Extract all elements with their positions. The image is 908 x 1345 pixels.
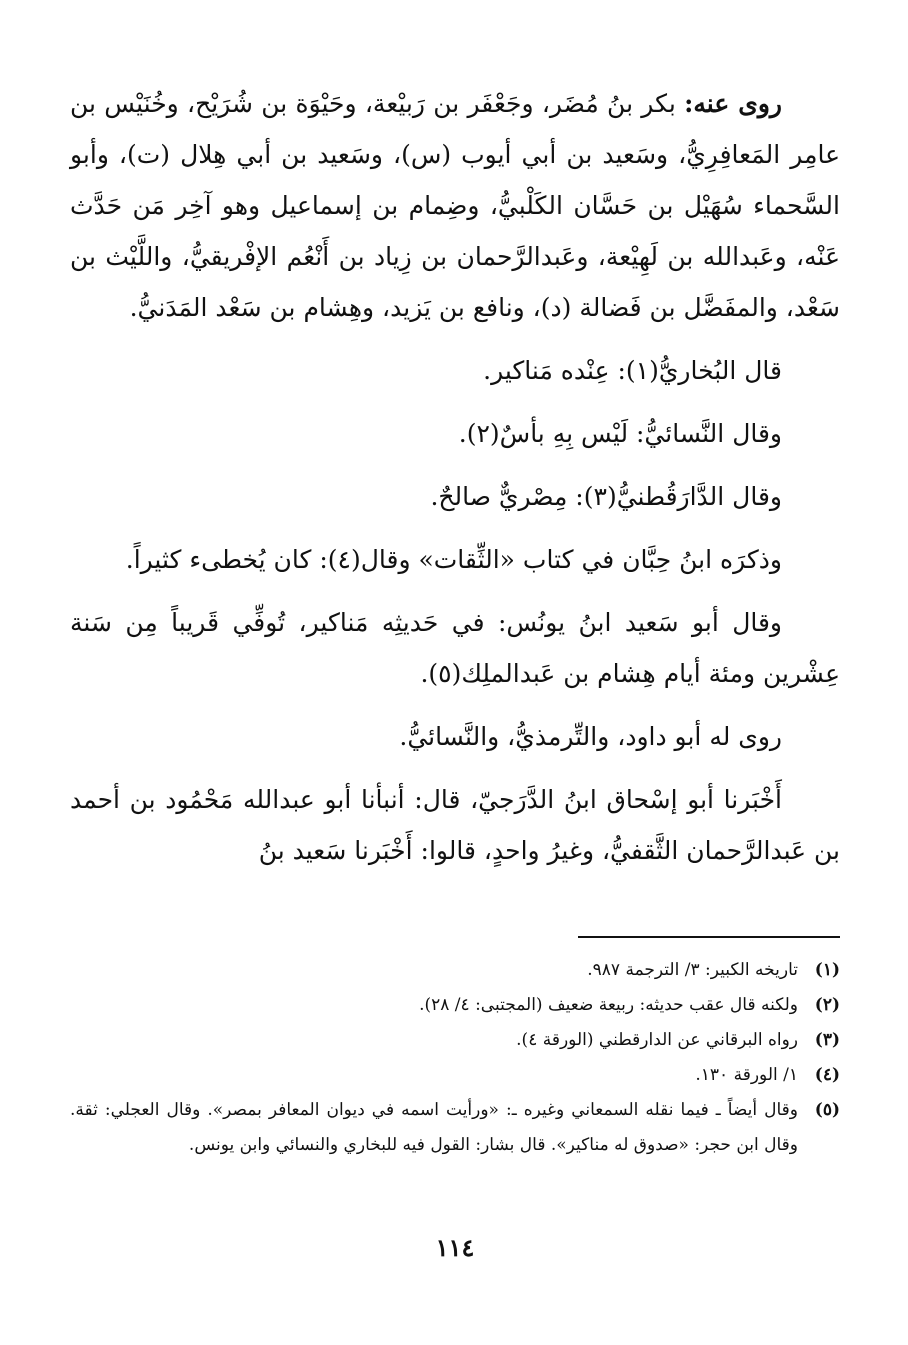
footnote-1 <box>70 953 840 988</box>
isnad-paragraph <box>70 774 840 876</box>
footnote-5 <box>70 1093 840 1163</box>
footnote-4 <box>70 1058 840 1093</box>
paragraph-text: وذكرَه ابنُ حِبَّان في كتاب «الثِّقات» وقال(٤): كان يُخطىء كثيراً. <box>125 545 782 574</box>
footnote-marker: (١) <box>814 960 840 980</box>
paragraph-text: وقال أبو سَعيد ابنُ يونُس: في حَديثِه مَناكير، تُوفِّي قَريباً مِن سَنة عِشْرين ومئة أيام هِشام بن عَبدالملِك(٥). <box>70 608 840 688</box>
footnote-text: وقال أيضاً ـ فيما نقله السمعاني وغيره ـ: «ورأيت اسمه في ديوان المعافر بمصر». وقال العجلي: ثقة. وقال ابن حجر: «صدوق له مناكير». قال بشار: القول فيه للبخاري والنسائي وابن يونس. <box>70 1100 798 1155</box>
footnote-divider <box>578 936 840 938</box>
book-page <box>70 78 840 1268</box>
ibn-hibban-paragraph <box>70 534 840 585</box>
footnote-text: رواه البرقاني عن الدارقطني (الورقة ٤). <box>516 1030 798 1050</box>
footnote-3 <box>70 1023 840 1058</box>
nasai-paragraph <box>70 408 840 459</box>
footnote-text: ولكنه قال عقب حديثه: ربيعة ضعيف (المجتبى: ٤/ ٢٨). <box>419 995 798 1015</box>
paragraph-text: أَخْبَرنا أبو إسْحاق ابنُ الدَّرَجيّ، قال: أنبأنا أبو عبدالله مَحْمُود بن أحمد بن عَبدالرَّحمان الثَّقفيُّ، وغيرُ واحدٍ، قالوا: أَخْبَرنا سَعيد بنُ <box>70 785 840 865</box>
footnote-text: تاريخه الكبير: ٣/ الترجمة ٩٨٧. <box>587 960 798 980</box>
daraqutni-paragraph <box>70 471 840 522</box>
transmitters-paragraph <box>70 711 840 762</box>
footnotes <box>70 953 840 1163</box>
page-number: ١١٤ <box>435 1233 475 1262</box>
paragraph-text: روى له أبو داود، والتِّرمذيُّ، والنَّسائيُّ. <box>399 722 782 751</box>
paragraph-text: وقال الدَّارَقُطنيُّ(٣): مِصْريٌّ صالحٌ. <box>430 482 782 511</box>
footnote-marker: (٣) <box>814 1030 840 1050</box>
paragraph-text: بكر بنُ مُضَر، وجَعْفَر بن رَبيْعة، وحَيْوَة بن شُرَيْح، وخُنَيْس بن عامِر المَعافِرِيُّ، وسَعيد بن أبي أيوب (س)، وسَعيد بن أبي هِلال (ت)، وأبو السَّحماء سُهَيْل بن حَسَّان الكَلْبيُّ، وضِمام بن إسماعيل وهو آخِر مَن حَدَّث عَنْه، وعَبدالله بن لَهِيْعة، وعَبدالرَّحمان بن زِياد بن أَنْعُم الإفْريقيُّ، واللَّيْث بن سَعْد، والمفَضَّل بن فَضالة (د)، ونافع بن يَزيد، وهِشام بن سَعْد المَدَنيُّ. <box>70 89 840 322</box>
paragraph-lead: روى عنه: <box>684 89 782 118</box>
bukhari-paragraph <box>70 345 840 396</box>
footnote-text: ١/ الورقة ١٣٠. <box>695 1065 798 1085</box>
main-text <box>70 78 840 876</box>
footnote-marker: (٢) <box>814 995 840 1015</box>
ibn-yunus-paragraph <box>70 597 840 699</box>
footnote-marker: (٥) <box>814 1100 840 1120</box>
footnote-2 <box>70 988 840 1023</box>
narrators-paragraph <box>70 78 840 333</box>
footnote-marker: (٤) <box>814 1065 840 1085</box>
paragraph-text: قال البُخاريُّ(١): عِنْده مَناكير. <box>483 356 782 385</box>
paragraph-text: وقال النَّسائيُّ: لَيْس بِهِ بأسٌ(٢). <box>458 419 782 448</box>
